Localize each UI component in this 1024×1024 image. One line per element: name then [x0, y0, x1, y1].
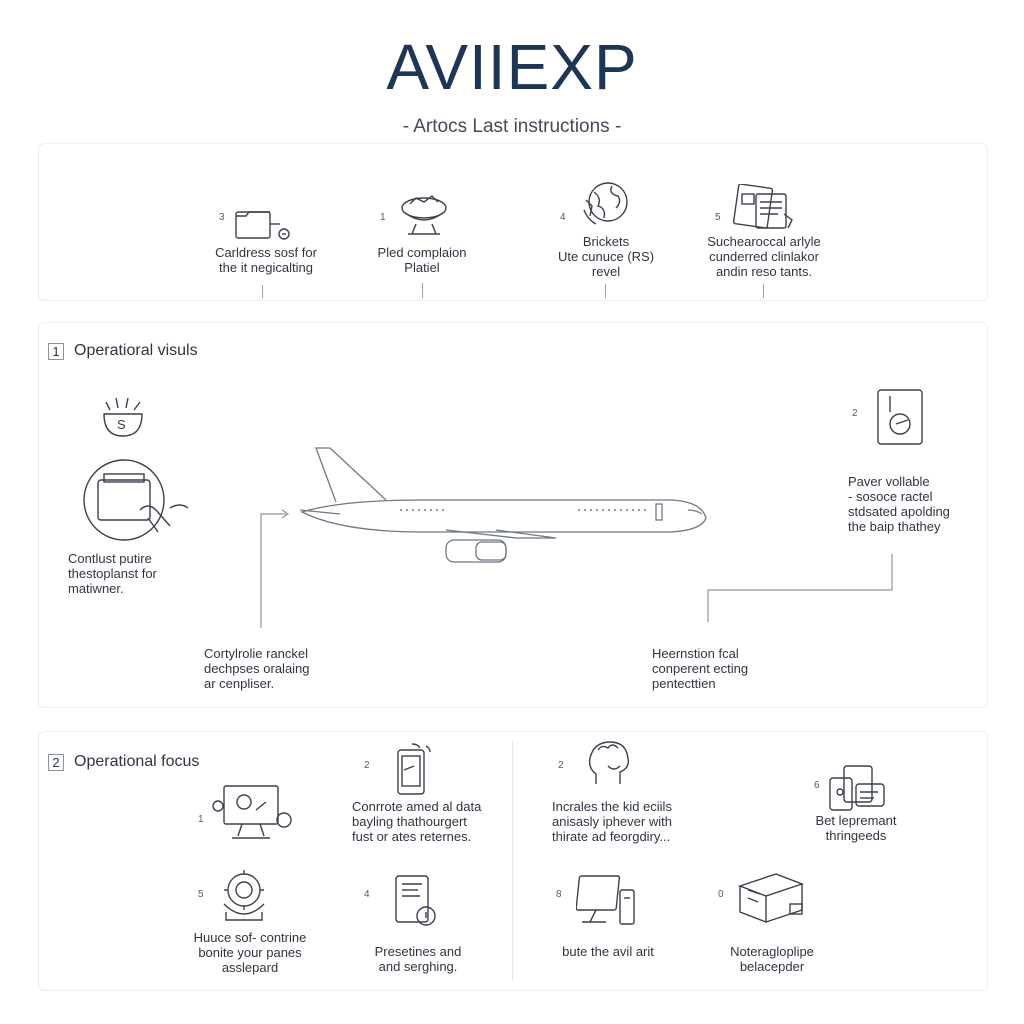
connector-line: [605, 284, 606, 298]
svg-text:S: S: [117, 417, 126, 432]
item-number: 8: [556, 889, 562, 900]
documents-icon: [730, 184, 796, 232]
panel-divider: [512, 741, 513, 981]
item-label: Bet lepremant thringeeds: [815, 813, 897, 843]
device-hand-icon: [82, 456, 192, 548]
right-connector-line: [702, 552, 898, 624]
tablet-icon: [392, 742, 436, 798]
step-label: Brickets Ute cunuce (RS) revel: [557, 234, 655, 279]
globe-hands-icon: [580, 180, 632, 230]
step-label: Suchearoccal arlyle cunderred clinlakor andin reso tants.: [707, 234, 821, 279]
step-number: 2: [852, 408, 858, 419]
item-number: 5: [198, 889, 204, 900]
section-number: 2: [48, 754, 64, 771]
connector-line: [262, 285, 263, 298]
item-number: 1: [198, 814, 204, 825]
bottom-right-label: Heernstion fcal conperent ecting pentecttien: [652, 646, 749, 691]
item-label: Conrrote amed al data bayling thathourgert fust or ates reternes.: [352, 799, 482, 844]
section-title: Operational focus: [74, 753, 200, 770]
head-profile-icon: [586, 740, 634, 794]
document-warning-icon: [392, 872, 440, 928]
bottom-left-label: Cortylrolie ranckel dechpses oralaing ar cenpliser.: [204, 646, 310, 691]
item-number: 2: [364, 760, 370, 771]
printer-box-icon: [736, 868, 806, 926]
section-number: 1: [48, 343, 64, 360]
left-label: Contlust putire thestoplanst for matiwner.: [68, 551, 157, 596]
step-label: Carldress sosf for the it negicalting: [215, 245, 317, 275]
step-number: 5: [715, 212, 721, 223]
section-heading: [48, 342, 198, 360]
folder-plug-icon: [234, 206, 290, 242]
item-number: 6: [814, 780, 820, 791]
section-title: Operatioral visuls: [74, 342, 198, 359]
money-bag-icon: [98, 394, 148, 440]
item-label: Noteragloplipe belacepder: [730, 944, 814, 974]
computer-tower-icon: [576, 872, 640, 928]
stacked-cards-icon: [828, 764, 888, 814]
page-title: AVIIEXP: [386, 31, 638, 103]
left-connector-line: [256, 508, 296, 630]
gear-coin-icon: [218, 868, 272, 924]
step-label: Pled complaion Platiel: [377, 245, 467, 275]
item-number: 2: [558, 760, 564, 771]
right-label: Paver vollable - sosoce ractel stdsated apolding the baip thathey: [848, 474, 950, 534]
item-label: bute the avil arit: [562, 944, 654, 959]
page-subtitle: - Artocs Last instructions -: [402, 116, 622, 137]
connector-line: [422, 283, 423, 298]
connector-line: [763, 284, 764, 298]
item-label: Incrales the kid eciils anisasly iphever with thirate ad feorgdiry...: [552, 799, 672, 844]
item-label: Huuce sof- contrine bonite your panes asslepard: [193, 930, 307, 975]
step-number: 4: [560, 212, 566, 223]
step-number: 1: [380, 212, 386, 223]
airplane-icon: [296, 444, 708, 568]
section-heading: [48, 753, 199, 771]
step-number: 3: [219, 212, 225, 223]
item-number: 0: [718, 889, 724, 900]
top-steps-panel: [38, 143, 988, 301]
monitor-gear-icon: [210, 782, 294, 844]
item-number: 4: [364, 889, 370, 900]
item-label: Presetines and and serghing.: [374, 944, 462, 974]
bowl-stand-icon: [396, 190, 452, 240]
panel-button-icon: [876, 388, 924, 446]
